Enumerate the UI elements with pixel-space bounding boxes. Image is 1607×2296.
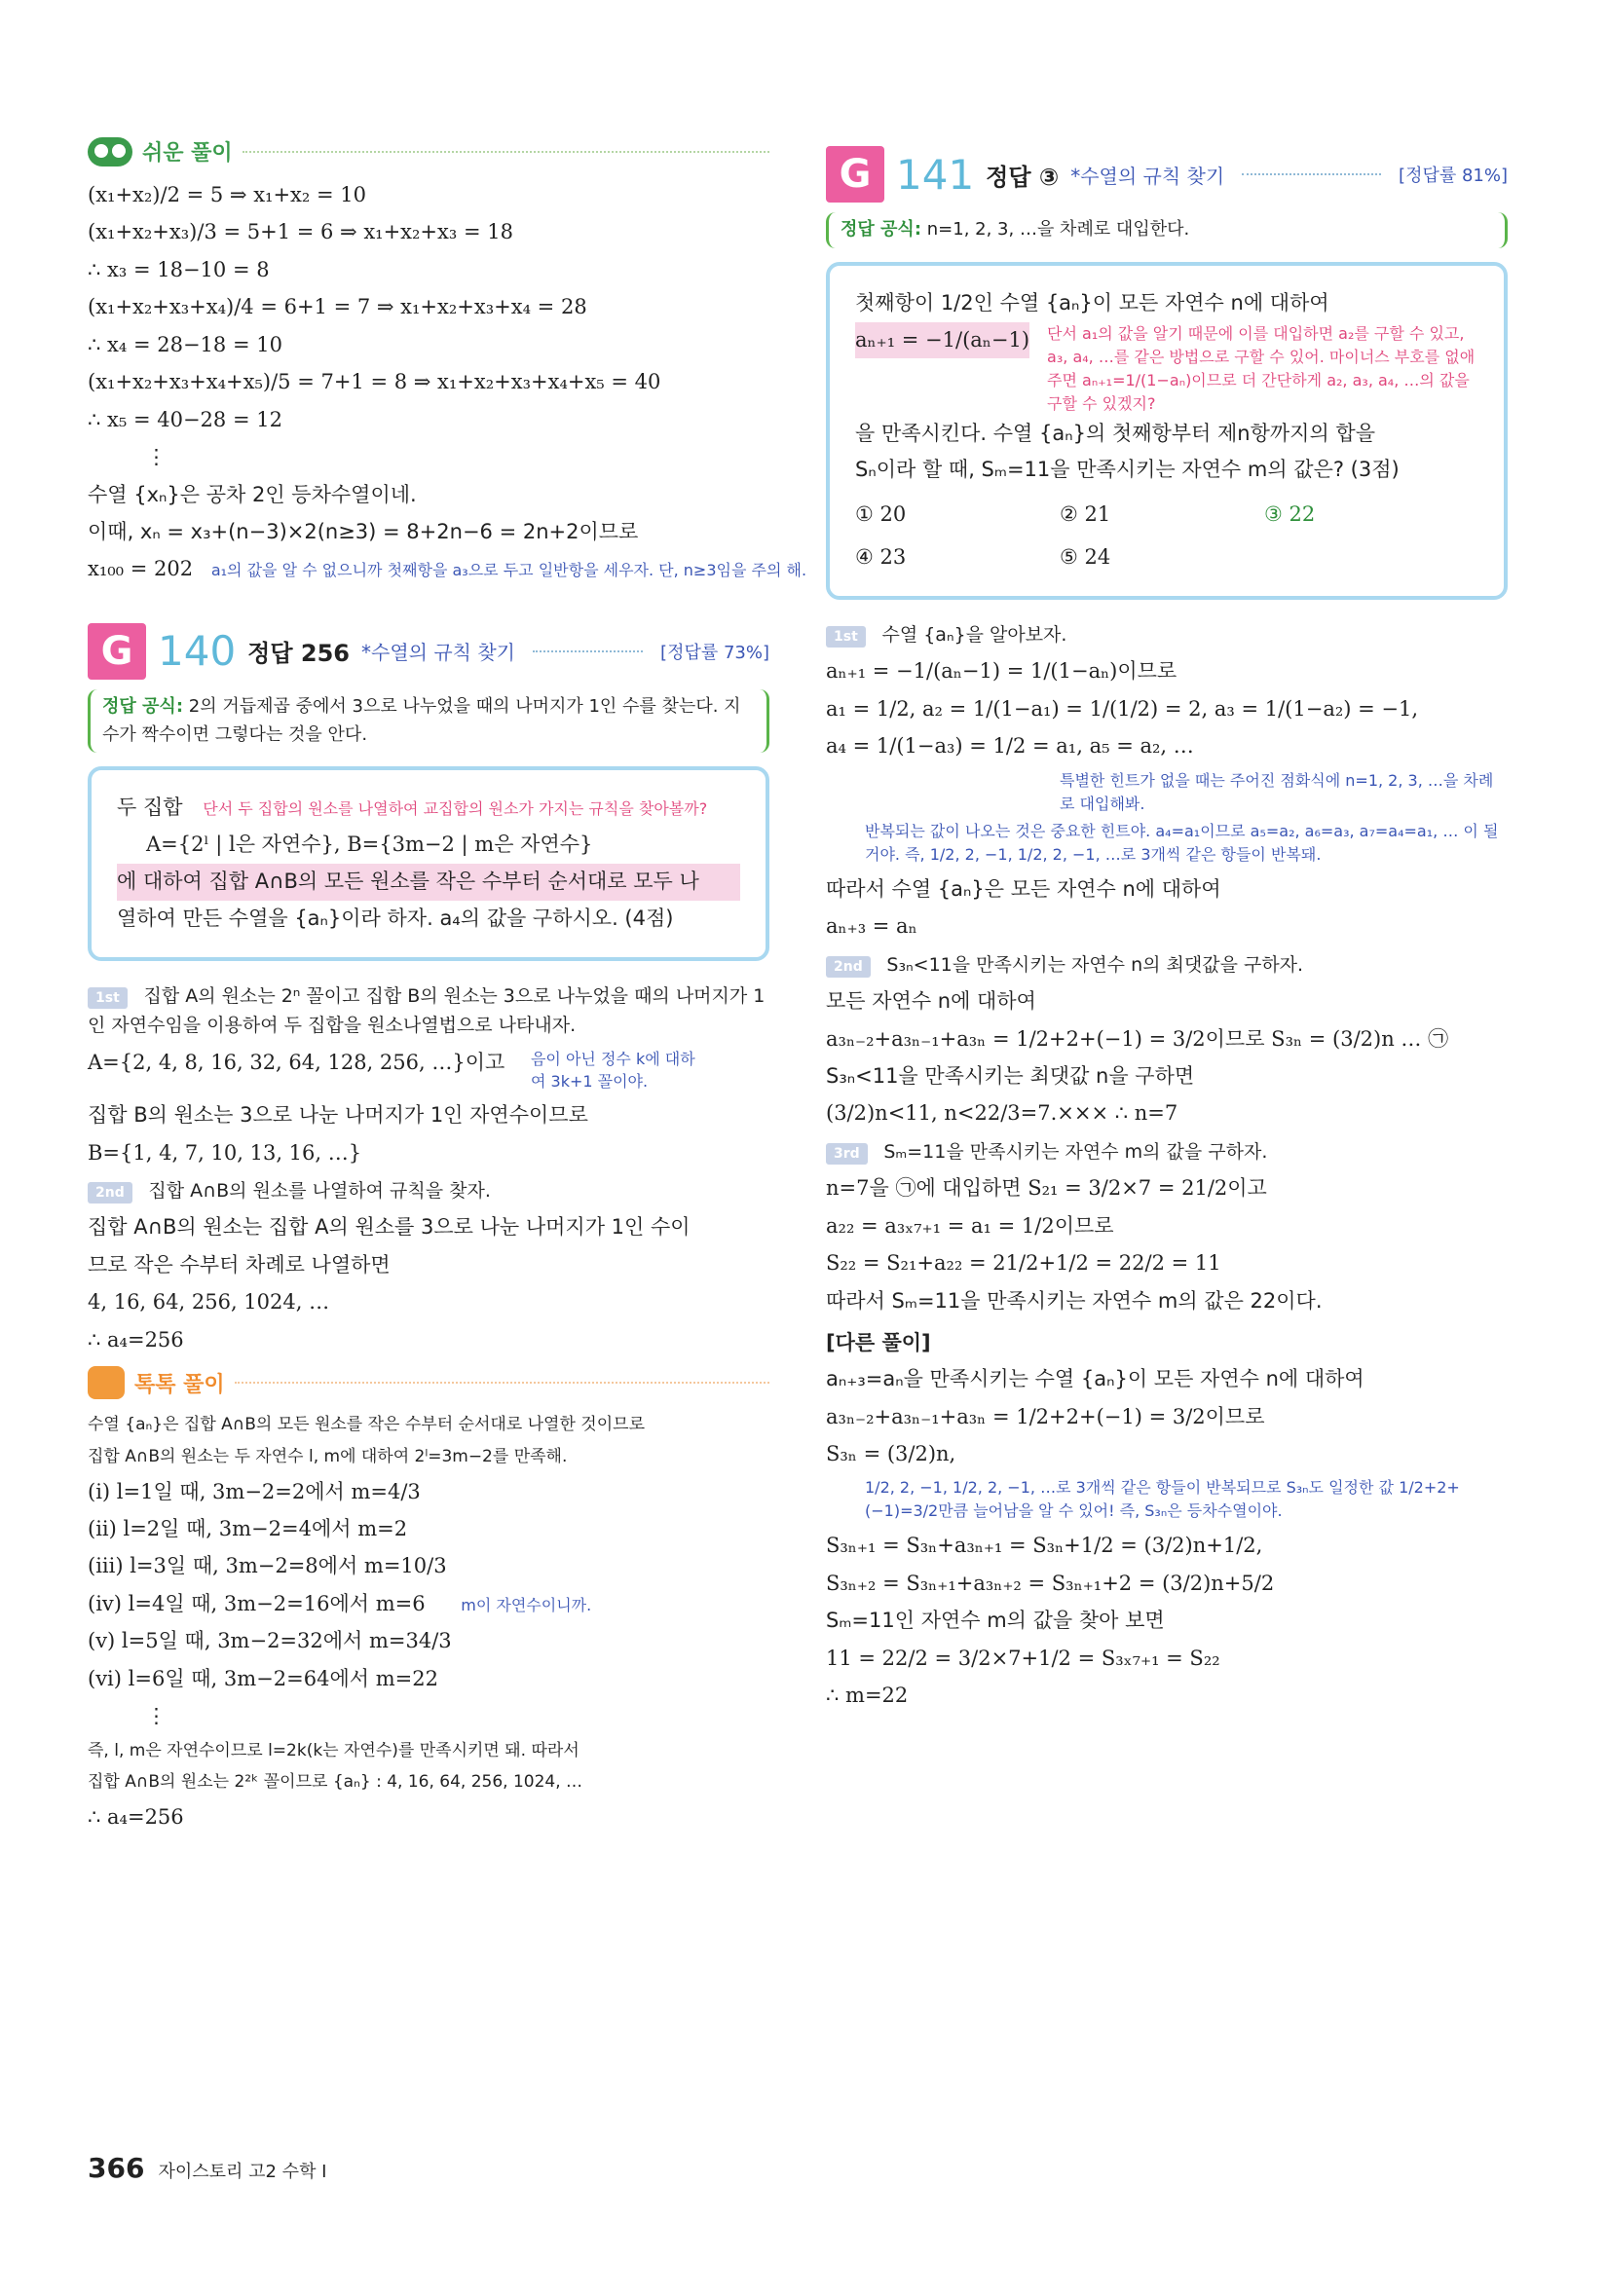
problem-line: Sₙ이라 할 때, Sₘ=11을 만족시키는 자연수 m의 값은? (3점) [855, 458, 1400, 482]
choice-5: ⑤ 24 [1060, 544, 1111, 569]
alt-line: Sₘ=11인 자연수 m의 값을 찾아 보면 [826, 1609, 1165, 1633]
alt-line: aₙ₊₃=aₙ을 만족시키는 수열 {aₙ}이 모든 자연수 n에 대하여 [826, 1367, 1364, 1391]
step-line: S₃ₙ<11을 만족시키는 최댓값 n을 구하면 [826, 1063, 1195, 1088]
step-label: 2nd [88, 1182, 132, 1204]
tok-line: (i) l=1일 때, 3m−2=2에서 m=4/3 [88, 1479, 421, 1503]
step-text: Sₘ=11을 만족시키는 자연수 m의 값을 구하자. [883, 1140, 1268, 1163]
step-note: 반복되는 값이 나오는 것은 중요한 힌트야. a₄=a₁이므로 a₅=a₂, a₆=a₃, a₇=a₄=a₁, … 이 될거야. 즉, 1/2, 2, −1, 1/2, 2, −1, …로 3개씩 같은 항들이 반복돼. [865, 821, 1499, 864]
tok-solution-header [88, 1366, 769, 1399]
step-line-text: a₄ = 1/(1−a₃) = 1/2 = a₁, a₅ = a₂, … [826, 734, 1194, 759]
problem-number: 141 [896, 150, 975, 199]
problem-text: 두 집합 [117, 796, 183, 820]
problem-hint: 단서 두 집합의 원소를 나열하여 교집합의 원소가 가지는 규칙을 찾아볼까? [203, 799, 708, 819]
alt-line: 11 = 22/2 = 3/2×7+1/2 = S₃ₓ₇₊₁ = S₂₂ [826, 1646, 1220, 1670]
formula-head: 정답 공식: [102, 695, 184, 717]
step-line: 모든 자연수 n에 대하여 [826, 989, 1036, 1014]
tok-line: ⋮ [146, 1704, 167, 1728]
tok-note: m이 자연수이니까. [461, 1595, 592, 1614]
accuracy-rate: [정답률 73%] [660, 642, 769, 663]
alt-line: S₃ₙ₊₂ = S₃ₙ₊₁+a₃ₙ₊₂ = S₃ₙ₊₁+2 = (3/2)n+5/2 [826, 1571, 1275, 1595]
problem-line: 에 대하여 집합 A∩B의 모든 원소를 작은 수부터 순서대로 모두 나 [117, 864, 740, 901]
tok-line: 수열 {aₙ}은 집합 A∩B의 모든 원소를 작은 수부터 순서대로 나열한 것이므로 [88, 1415, 645, 1435]
problem-topic: *수열의 규칙 찾기 [1070, 164, 1225, 188]
step-text: 집합 A∩B의 원소를 나열하여 규칙을 찾자. [148, 1179, 491, 1202]
problem-hint: 단서 a₁의 값을 알기 때문에 이를 대입하면 a₂를 구할 수 있고, a₃, a₄, …를 같은 방법으로 구할 수 있어. 마이너스 부호를 없애주면 aₙ₊₁=1/(1−aₙ)이므로 더 간단하게 a₂, a₃, a₄, …의 값을 구할 수 있겠지? [1047, 323, 1476, 413]
tok-line: 집합 A∩B의 원소는 두 자연수 l, m에 대하여 2ˡ=3m−2를 만족해. [88, 1446, 568, 1466]
alt-line: S₃ₙ₊₁ = S₃ₙ+a₃ₙ₊₁ = S₃ₙ+1/2 = (3/2)n+1/2, [826, 1534, 1263, 1558]
easy-result: x₁₀₀ = 202 [88, 557, 194, 581]
tok-icon [88, 1366, 125, 1399]
left-column [88, 136, 807, 1839]
step-line: aₙ₊₁ = −1/(aₙ−1) = 1/(1−aₙ)이므로 [826, 659, 1177, 684]
step-line: S₂₂ = S₂₁+a₂₂ = 21/2+1/2 = 22/2 = 11 [826, 1251, 1221, 1276]
easy-line: (x₁+x₂+x₃+x₄+x₅)/5 = 7+1 = 8 ⇒ x₁+x₂+x₃+x₄+x₅ = 40 [88, 370, 661, 394]
header-dots [1242, 173, 1381, 175]
step-line: 4, 16, 64, 256, 1024, … [88, 1290, 330, 1315]
problem-140-header [88, 623, 769, 680]
step-1 [88, 981, 769, 1040]
tok-line: (ii) l=2일 때, 3m−2=4에서 m=2 [88, 1516, 408, 1540]
step-line: (3/2)n<11, n<22/3=7.××× ∴ n=7 [826, 1101, 1178, 1126]
tok-solution-title: 톡톡 풀이 [134, 1372, 225, 1397]
step-note: 음이 아닌 정수 k에 대하여 3k+1 꼴이야. [530, 1049, 695, 1091]
step-line: B={1, 4, 7, 10, 13, 16, …} [88, 1140, 362, 1165]
problem-line: 열하여 만든 수열을 {aₙ}이라 하자. a₄의 값을 구하시오. (4점) [117, 906, 674, 930]
easy-line: 수열 {xₙ}은 공차 2인 등차수열이네. [88, 482, 417, 506]
problem-answer: 정답 256 [247, 640, 350, 668]
step-line: 집합 B의 원소는 3으로 나눈 나머지가 1인 자연수이므로 [88, 1103, 588, 1128]
problem-box [826, 262, 1508, 600]
step-line: a₁ = 1/2, a₂ = 1/(1−a₁) = 1/(1/2) = 2, a₃ = 1/(1−a₂) = −1, [826, 696, 1419, 721]
step-2 [826, 949, 1508, 980]
choice-4: ④ 23 [855, 544, 907, 569]
easy-solution-header [88, 136, 769, 167]
answer-choices [855, 497, 1478, 576]
step-note: 특별한 힌트가 없을 때는 주어진 점화식에 n=1, 2, 3, …을 차례로 대입해봐. [1060, 770, 1494, 813]
tok-line: (iii) l=3일 때, 3m−2=8에서 m=10/3 [88, 1554, 447, 1578]
step-line: n=7을 ㉠에 대입하면 S₂₁ = 3/2×7 = 21/2이고 [826, 1176, 1267, 1201]
formula-head: 정답 공식: [841, 219, 922, 240]
step-text: 수열 {aₙ}을 알아보자. [881, 623, 1067, 646]
choice-3: ③ 22 [1264, 502, 1316, 527]
header-divider [235, 1382, 769, 1384]
problem-line: 첫째항이 1/2인 수열 {aₙ}이 모든 자연수 n에 대하여 [855, 290, 1329, 315]
step-label: 1st [88, 987, 128, 1009]
header-dots [533, 650, 643, 652]
easy-line: ∴ x₅ = 40−28 = 12 [88, 407, 282, 431]
right-column [826, 146, 1508, 1719]
step-line: aₙ₊₃ = aₙ [826, 914, 917, 939]
tok-line: (vi) l=6일 때, 3m−2=64에서 m=22 [88, 1666, 438, 1690]
book-title: 자이스토리 고2 수학 I [158, 2162, 327, 2182]
problem-box [88, 766, 769, 960]
easy-line: (x₁+x₂+x₃)/3 = 5+1 = 6 ⇒ x₁+x₂+x₃ = 18 [88, 220, 513, 244]
problem-141-header [826, 146, 1508, 203]
easy-line: ∴ x₃ = 18−10 = 8 [88, 257, 270, 281]
step-text: 집합 A의 원소는 2ⁿ 꼴이고 집합 B의 원소는 3으로 나누었을 때의 나머지가 1인 자연수임을 이용하여 두 집합을 원소나열법으로 나타내자. [88, 984, 766, 1037]
problem-answer: 정답 ③ [986, 163, 1060, 191]
tok-line [88, 1589, 769, 1618]
step-1 [826, 619, 1508, 649]
step-line-text: A={2, 4, 8, 16, 32, 64, 128, 256, …}이고 [88, 1050, 505, 1074]
alt-solution-title: [다른 풀이] [826, 1331, 931, 1355]
easy-line: ⋮ [146, 445, 167, 469]
tok-line: 집합 A∩B의 원소는 2²ᵏ 꼴이므로 {aₙ} : 4, 16, 64, 256, 1024, … [88, 1772, 583, 1793]
problem-number: 140 [158, 627, 237, 676]
step-line [826, 731, 1508, 760]
problem-badge: G [88, 623, 146, 680]
problem-line [117, 790, 740, 827]
formula-text: 2의 거듭제곱 중에서 3으로 나누었을 때의 나머지가 1인 수를 찾는다. 지수가 짝수이면 그렇다는 것을 안다. [102, 695, 741, 745]
alt-line: S₃ₙ = (3/2)n, [826, 1441, 956, 1465]
formula-text: n=1, 2, 3, …을 차례로 대입한다. [926, 219, 1190, 240]
alt-note: 1/2, 2, −1, 1/2, 2, −1, …로 3개씩 같은 항들이 반복되므로 S₃ₙ도 일정한 값 1/2+2+(−1)=3/2만큼 늘어남을 알 수 있어! 즉, S₃ₙ은 등차수열이야. [865, 1478, 1460, 1521]
step-text: S₃ₙ<11을 만족시키는 자연수 n의 최댓값을 구하자. [886, 953, 1304, 976]
problem-line [855, 322, 1478, 416]
step-line: 따라서 수열 {aₙ}은 모든 자연수 n에 대하여 [826, 876, 1221, 901]
choice-1: ① 20 [855, 502, 907, 527]
step-line: 집합 A∩B의 원소는 집합 A의 원소를 3으로 나눈 나머지가 1인 수이 [88, 1215, 691, 1240]
page-number: 366 [88, 2152, 145, 2184]
easy-line: ∴ x₄ = 28−18 = 10 [88, 332, 282, 356]
formula-box [88, 689, 769, 754]
problem-line: A={2ˡ | l은 자연수}, B={3m−2 | m은 자연수} [146, 833, 593, 857]
step-line: a₃ₙ₋₂+a₃ₙ₋₁+a₃ₙ = 1/2+2+(−1) = 3/2이므로 S₃ₙ = (3/2)n … ㉠ [826, 1026, 1449, 1051]
header-divider [243, 151, 769, 153]
step-line: 므로 작은 수부터 차례로 나열하면 [88, 1252, 391, 1277]
alt-line: ∴ m=22 [826, 1684, 909, 1708]
easy-line: (x₁+x₂+x₃+x₄)/4 = 6+1 = 7 ⇒ x₁+x₂+x₃+x₄ = 28 [88, 295, 587, 319]
step-line: 따라서 Sₘ=11을 만족시키는 자연수 m의 값은 22이다. [826, 1288, 1323, 1313]
tok-line: 즉, l, m은 자연수이므로 l=2k(k는 자연수)를 만족시키면 돼. 따라서 [88, 1740, 579, 1760]
problem-badge: G [826, 146, 884, 203]
accuracy-rate: [정답률 81%] [1399, 166, 1508, 186]
step-label: 1st [826, 626, 866, 648]
formula-box [826, 212, 1508, 248]
problem-topic: *수열의 규칙 찾기 [361, 641, 515, 665]
easy-line: (x₁+x₂)/2 = 5 ⇒ x₁+x₂ = 10 [88, 183, 366, 206]
step-3 [826, 1136, 1508, 1167]
recurrence: aₙ₊₁ = −1/(aₙ−1) [855, 322, 1029, 359]
easy-line [88, 554, 807, 583]
step-line: ∴ a₄=256 [88, 1327, 184, 1352]
choice-2: ② 21 [1060, 502, 1111, 527]
problem-line: 을 만족시킨다. 수열 {aₙ}의 첫째항부터 제n항까지의 합을 [855, 421, 1375, 445]
easy-note: a₁의 값을 알 수 없으니까 첫째항을 a₃으로 두고 일반항을 세우자. 단, n≥3임을 주의 해. [210, 561, 807, 580]
step-line [88, 1048, 769, 1092]
easy-solution-title: 쉬운 풀이 [142, 141, 233, 166]
glasses-icon [88, 137, 132, 167]
tok-line: (v) l=5일 때, 3m−2=32에서 m=34/3 [88, 1629, 452, 1653]
page-footer [88, 2152, 326, 2184]
step-2 [88, 1175, 769, 1205]
easy-line: 이때, xₙ = x₃+(n−3)×2(n≥3) = 8+2n−6 = 2n+2이므로 [88, 519, 639, 543]
alt-line: a₃ₙ₋₂+a₃ₙ₋₁+a₃ₙ = 1/2+2+(−1) = 3/2이므로 [826, 1404, 1265, 1428]
step-label: 3rd [826, 1143, 868, 1165]
step-label: 2nd [826, 956, 871, 978]
step-line: a₂₂ = a₃ₓ₇₊₁ = a₁ = 1/2이므로 [826, 1213, 1114, 1238]
tok-line-text: (iv) l=4일 때, 3m−2=16에서 m=6 [88, 1591, 426, 1615]
tok-line: ∴ a₄=256 [88, 1804, 184, 1829]
